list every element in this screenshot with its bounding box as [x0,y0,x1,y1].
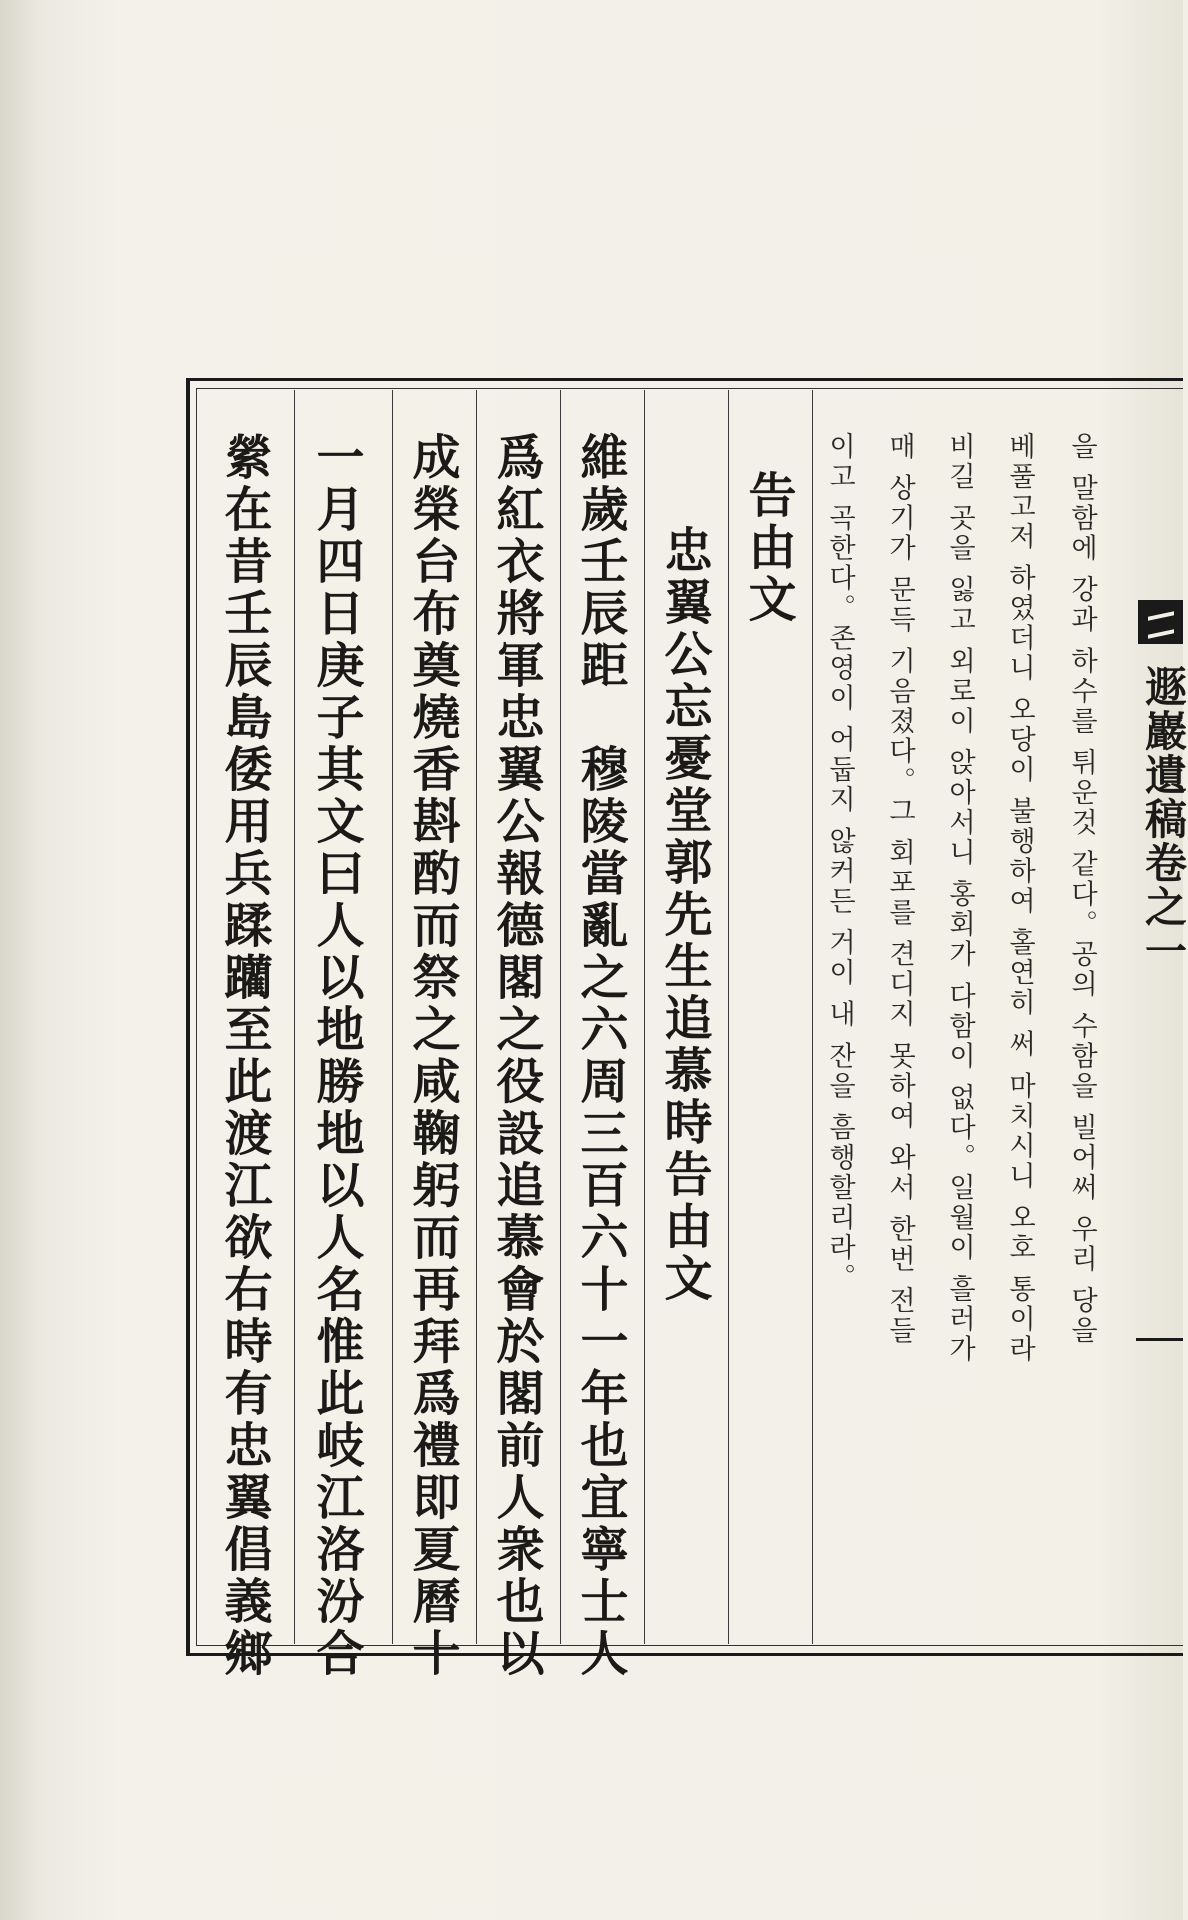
korean-line-3: 비길 곳을 잃고 외로이 앉아서니 홍회가 다함이 없다。일월이 흘러가 [944,432,975,1365]
column-rule [476,390,477,1644]
page-title: 遯巖遺稿卷之一 [1139,665,1188,973]
text-line-4: 一月四日庚子其文曰人以地勝地以人名惟此岐江洛汾合 [308,432,364,1680]
text-line-3: 成榮台布奠燒香斟酌而祭之咸鞠躬而再拜爲禮即夏曆十 [404,432,460,1680]
document-subtitle: 忠翼公忘憂堂郭先生追慕時告由文 [656,525,712,1305]
column-rule [812,390,813,1644]
column-rule [644,390,645,1644]
text-line-1: 維歲壬辰距 穆陵當亂之六周三百六十一年也宜寧士人 [572,432,628,1680]
column-rule [392,390,393,1644]
text-line-2: 爲紅衣將軍忠翼公報德閣之役設追慕會於閣前人衆也以 [488,432,544,1680]
column-rule [560,390,561,1644]
korean-line-2: 베풀고저 하였더니 오당이 불행하여 홀연히 써 마치시니 오호 통이라 [1004,432,1035,1365]
text-line-5: 縈在昔壬辰島倭用兵蹂躪至此渡江欲右時有忠翼倡義鄉 [216,432,272,1680]
korean-line-5: 이고 곡한다。존영이 어둡지 않커든 거이 내 잔을 흠행할리라。 [824,432,855,1294]
korean-line-1: 을 말함에 강과 하수를 튀운것 같다。공의 수함을 빌어써 우리 당을 [1066,432,1097,1347]
column-rule [728,390,729,1644]
column-rule [294,390,295,1644]
korean-line-4: 매 상기가 문득 기음졌다。그 회포를 견디지 못하여 와서 한번 전들 [884,432,915,1347]
section-heading: 告由文 [740,470,796,626]
